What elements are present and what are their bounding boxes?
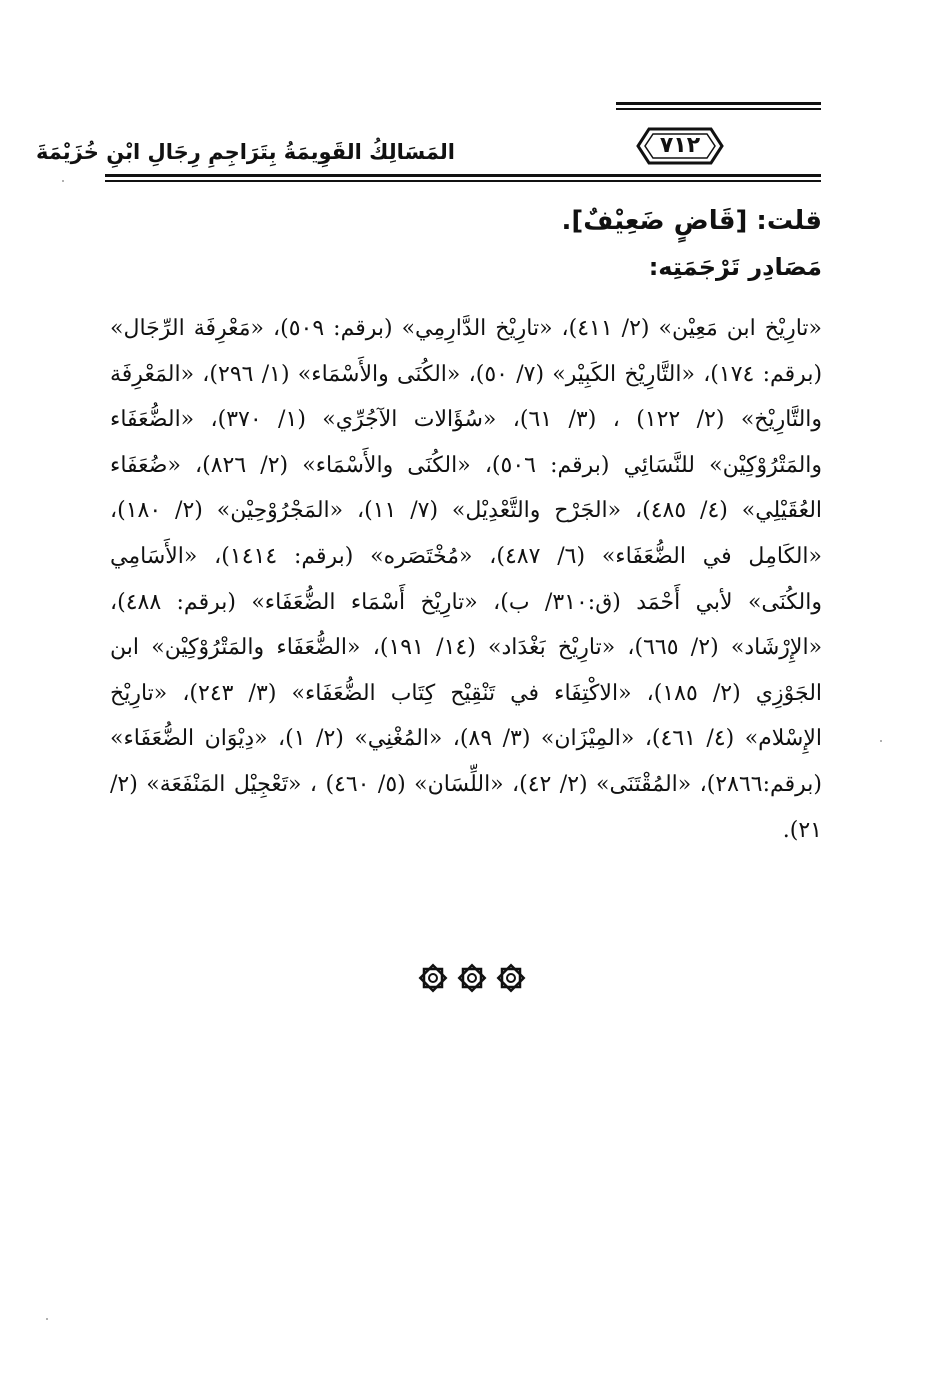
eight-point-star-icon <box>456 962 488 994</box>
verdict-statement: قلت: [قَاضٍ ضَعِيْفٌ]. <box>561 206 822 236</box>
scan-speck <box>46 1318 48 1320</box>
page-header <box>35 102 821 192</box>
header-rule-bottom-thin <box>105 180 821 182</box>
main-text <box>110 198 822 853</box>
scan-speck <box>62 180 64 182</box>
eight-point-star-icon <box>417 962 449 994</box>
sources-heading: مَصَادِر تَرْجَمَتِه: <box>648 253 822 281</box>
running-title: المَسَالِكُ القَوِيمَةُ بِتَرَاجِمِ رِجَالِ ابْنِ خُزَيْمَةَ <box>35 140 455 164</box>
eight-point-star-icon <box>495 962 527 994</box>
header-rule-top-thin <box>616 108 821 110</box>
section-end-ornament <box>417 962 527 994</box>
page-number: ٧١٢ <box>659 133 701 158</box>
scan-speck <box>880 740 882 742</box>
header-rule-top <box>616 102 821 105</box>
sources-paragraph: «تارِيْخ ابن مَعِيْن» (٢/ ٤١١)، «تارِيْخ الدَّارِمِي» (برقم: ٥٠٩)، «مَعْرِفَة الرِّجَال» (برقم: ١٧٤)، «التَّارِيْخ الكَبِيْر» (٧/ ٥٠)، «الكُنَى والأَسْمَاء» (١/ ٢٩٦)، «المَعْرِفَة والتَّارِيْخ» (٢/ ١٢٢) ، (٣/ ٦١)، «سُؤَالات الآجُرِّي» (١/ ٣٧٠)، «الضُّعَفَاء والمَتْرُوْكِيْن» للنَّسَائِي (برقم: ٥٠٦)، «الكُنَى والأَسْمَاء» (٢/ ٨٢٦)، «ضُعَفَاء العُقَيْلِي» (٤/ ٤٨٥)، «الجَرْح والتَّعْدِيْل» (٧/ ١١)، «المَجْرُوْحِيْن» (٢/ ١٨٠)، «الكَامِل في الضُّعَفَاء» (٦/ ٤٨٧)، «مُخْتَصَره» (برقم: ١٤١٤)، «الأَسَامِي والكُنَى» لأبي أَحْمَد (ق:٣١٠/ ب)، «تارِيْخ أَسْمَاء الضُّعَفَاء» (برقم: ٤٨٨)، «الإِرْشَاد» (٢/ ٦٦٥)، «تارِيْخ بَغْدَاد» (١٤/ ١٩١)، «الضُّعَفَاء والمَتْرُوْكِيْن» ابن الجَوْزِي (٢/ ١٨٥)، «الاكْتِفَاء في تَنْقِيْح كِتَاب الضُّعَفَاء» (٣/ ٢٤٣)، «تارِيْخ الإِسْلام» (٤/ ٤٦١)، «المِيْزَان» (٣/ ٨٩)، «المُغْنِي» (٢/ ١)، «دِيْوَان الضُّعَفَاء» (برقم:٢٨٦٦)، «المُقْتَنَى» (٢/ ٤٢)، «اللِّسَان» (٥/ ٤٦٠) ، «تَعْجِيْل المَنْفَعَة» (٢/ ٢١). <box>110 316 823 843</box>
page-number-frame <box>635 126 725 166</box>
header-rule-bottom <box>105 174 821 177</box>
